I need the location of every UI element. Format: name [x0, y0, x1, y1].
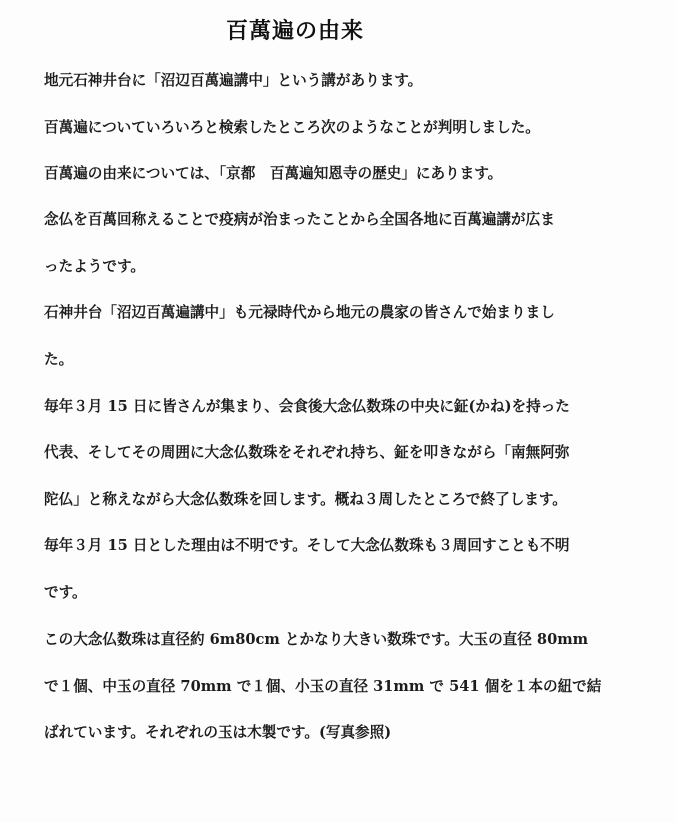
body-line: 百萬遍についていろいろと検索したところ次のようなことが判明しました。	[44, 119, 540, 136]
body-line: 念仏を百萬回称えることで疫病が治まったことから全国各地に百萬遍講が広ま	[44, 211, 555, 228]
body-line: 地元石神井台に「沼辺百萬遍講中」という講があります。	[44, 72, 423, 89]
document-body	[44, 68, 644, 745]
body-line: です。	[44, 584, 87, 601]
body-line: ったようです。	[44, 258, 145, 275]
document-title: 百萬遍の由来	[225, 18, 364, 44]
body-line: 毎年３月 15 日に皆さんが集まり、会食後大念仏数珠の中央に鉦(かね)を持った	[44, 398, 570, 415]
body-line: この大念仏数珠は直径約 6m80cm とかなり大きい数珠です。大玉の直径 80mm	[44, 631, 589, 648]
body-line: 陀仏」と称えながら大念仏数珠を回します。概ね３周したところで終了します。	[44, 491, 567, 508]
body-line: 百萬遍の由来については、「京都 百萬遍知恩寺の歴史」にあります。	[44, 165, 503, 182]
body-line: 代表、そしてその周囲に大念仏数珠をそれぞれ持ち、鉦を叩きながら「南無阿弥	[44, 444, 570, 461]
body-line: で１個、中玉の直径 70mm で１個、小玉の直径 31mm で 541 個を１本の紐で結	[44, 678, 602, 695]
body-line: ばれています。それぞれの玉は木製です。(写真参照)	[44, 724, 392, 741]
body-line: 石神井台「沼辺百萬遍講中」も元禄時代から地元の農家の皆さんで始まりまし	[44, 304, 555, 321]
body-line: 毎年３月 15 日とした理由は不明です。そして大念仏数珠も３周回すことも不明	[44, 537, 570, 554]
body-line: た。	[44, 351, 74, 368]
